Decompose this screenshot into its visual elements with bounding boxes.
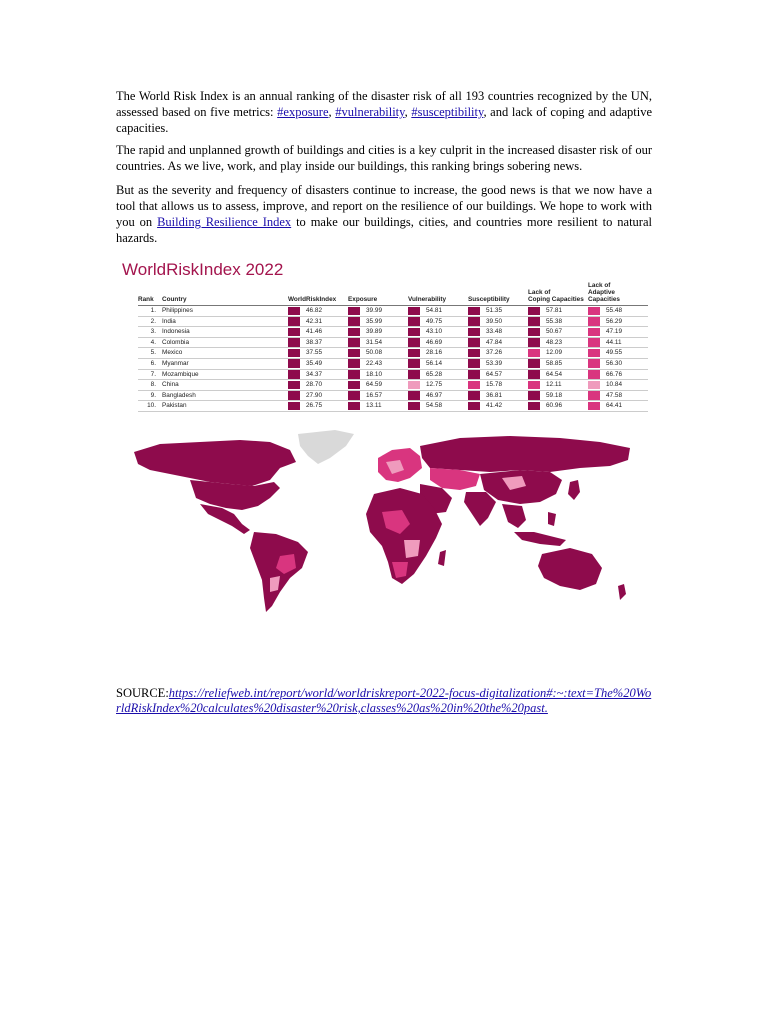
worldriskindex-cell [288,348,348,359]
world-risk-index-figure [116,258,652,412]
color-swatch [528,402,540,411]
color-swatch [288,402,300,411]
table-row [138,380,648,391]
color-swatch [528,391,540,400]
map-russia [420,436,630,472]
metric-value: 39.50 [486,317,502,325]
header-vulnerability: Vulnerability [408,282,468,306]
color-swatch [408,338,420,347]
metric-value: 31.54 [366,338,382,346]
intro-paragraph: The World Risk Index is an annual ranking of the disaster risk of all 193 countries recognized by the UN, assessed based on five metrics: #exposure, #vulnerability, #susceptibility, and lack of coping and adaptive capacities. [116,89,652,135]
color-swatch [408,328,420,337]
lack-of-coping-capacities-cell [528,390,588,401]
lack-of-adaptive-capacities-cell [588,348,648,359]
metric-value: 41.42 [486,402,502,410]
lack-of-adaptive-capacities-cell [588,358,648,369]
map-japan [568,480,580,500]
country-cell: Philippines [162,306,288,317]
susceptibility-cell [468,316,528,327]
color-swatch [348,317,360,326]
lack-of-coping-capacities-cell [528,316,588,327]
susceptibility-cell [468,358,528,369]
vulnerability-cell [408,358,468,369]
country-cell: Mozambique [162,369,288,380]
lack-of-coping-capacities-cell [528,401,588,412]
exposure-cell [348,358,408,369]
map-india [464,492,496,526]
table-row [138,316,648,327]
exposure-cell [348,316,408,327]
source-citation [116,686,656,716]
metric-value: 56.30 [606,359,622,367]
ranking-table [138,282,648,412]
intro-text: The World Risk Index is an annual ranking of the disaster risk of all 193 countries recognized by the UN, assessed based on five metrics: [116,89,652,119]
metric-value: 50.08 [366,349,382,357]
color-swatch [588,349,600,358]
color-swatch [468,349,480,358]
metric-value: 46.69 [426,338,442,346]
country-cell: Colombia [162,337,288,348]
color-swatch [588,370,600,379]
country-cell: Myanmar [162,358,288,369]
rank-cell: 2. [138,316,162,327]
metric-value: 36.81 [486,391,502,399]
color-swatch [588,317,600,326]
color-swatch [468,328,480,337]
metric-value: 28.16 [426,349,442,357]
lack-of-coping-capacities-cell [528,306,588,317]
color-swatch [288,349,300,358]
color-swatch [288,370,300,379]
metric-value: 44.11 [606,338,622,346]
metric-value: 58.85 [546,359,562,367]
worldriskindex-cell [288,380,348,391]
metric-value: 18.10 [366,370,382,378]
rank-cell: 8. [138,380,162,391]
lack-of-adaptive-capacities-cell [588,327,648,338]
source-url-link[interactable]: https://reliefweb.int/report/world/worldriskreport-2022-focus-digitalization#:~:text=The%20WorldRiskIndex%20calculates%20disaster%20risk,classes%20as%20in%20the%20past. [116,686,652,715]
metric-value: 22.43 [366,359,382,367]
color-swatch [348,391,360,400]
ranking-table-body [138,306,648,412]
vulnerability-cell [408,401,468,412]
color-swatch [288,317,300,326]
map-southeast-asia [502,504,526,528]
color-swatch [408,307,420,316]
metric-value: 56.29 [606,317,622,325]
header-rank: Rank [138,282,162,306]
color-swatch [348,328,360,337]
color-swatch [468,359,480,368]
worldriskindex-cell [288,316,348,327]
vulnerability-cell [408,306,468,317]
vulnerability-cell [408,337,468,348]
rank-cell: 7. [138,369,162,380]
table-row [138,337,648,348]
color-swatch [408,349,420,358]
exposure-cell [348,380,408,391]
color-swatch [588,402,600,411]
worldriskindex-cell [288,337,348,348]
color-swatch [288,381,300,390]
color-swatch [288,391,300,400]
worldriskindex-cell [288,306,348,317]
metric-value: 42.31 [306,317,322,325]
metric-value: 54.58 [426,402,442,410]
country-cell: Indonesia [162,327,288,338]
vulnerability-cell [408,390,468,401]
worldriskindex-cell [288,327,348,338]
color-swatch [468,338,480,347]
resilience-paragraph: But as the severity and frequency of disasters continue to increase, the good news is that we now have a tool that allows us to assess, improve, and report on the resilience of our buildings. We hope to work with you on Building Resilience Index to make our buildings, cities, and countries more resilient to natural hazards. [116,183,652,245]
metric-value: 43.10 [426,328,442,336]
map-australia [538,548,602,590]
rank-cell: 10. [138,401,162,412]
color-swatch [528,307,540,316]
exposure-cell [348,390,408,401]
metric-value: 50.67 [546,328,562,336]
table-row [138,348,648,359]
color-swatch [468,391,480,400]
color-swatch [288,307,300,316]
vulnerability-cell [408,327,468,338]
growth-paragraph: The rapid and unplanned growth of buildings and cities is a key culprit in the increased disaster risk of our countries. As we live, work, and play inside our buildings, this ranking brings sobering news. [116,143,652,173]
exposure-cell [348,348,408,359]
exposure-cell [348,369,408,380]
color-swatch [468,317,480,326]
metric-value: 37.26 [486,349,502,357]
table-row [138,306,648,317]
color-swatch [468,370,480,379]
exposure-cell [348,401,408,412]
header-susceptibility: Susceptibility [468,282,528,306]
color-swatch [348,307,360,316]
map-indonesia [514,532,566,546]
header-lack-of-adaptive-capacities: Lack of Adaptive Capacities [588,282,648,306]
lack-of-coping-capacities-cell [528,380,588,391]
metric-value: 39.89 [366,328,382,336]
susceptibility-cell [468,306,528,317]
color-swatch [288,328,300,337]
metric-value: 55.48 [606,307,622,314]
color-swatch [348,402,360,411]
metric-value: 55.38 [546,317,562,325]
map-central-asia [430,468,480,490]
header-country: Country [162,282,288,306]
susceptibility-cell [468,327,528,338]
lack-of-adaptive-capacities-cell [588,369,648,380]
color-swatch [408,359,420,368]
lack-of-adaptive-capacities-cell [588,337,648,348]
metric-value: 53.39 [486,359,502,367]
color-swatch [468,307,480,316]
metric-value: 64.59 [366,381,382,389]
metric-value: 66.76 [606,370,622,378]
table-row [138,369,648,380]
metric-value: 15.78 [486,381,502,389]
metric-value: 65.28 [426,370,442,378]
metric-value: 64.41 [606,402,622,410]
metric-value: 51.35 [486,307,502,314]
metric-value: 10.84 [606,381,622,389]
map-africa-light [404,540,420,558]
header-exposure: Exposure [348,282,408,306]
metric-value: 49.55 [606,349,622,357]
rank-cell: 1. [138,306,162,317]
table-row [138,327,648,338]
color-swatch [408,370,420,379]
map-new-zealand [618,584,626,600]
metric-value: 46.82 [306,307,322,314]
color-swatch [588,381,600,390]
country-cell: Pakistan [162,401,288,412]
metric-value: 16.57 [366,391,382,399]
metric-value: 33.48 [486,328,502,336]
lack-of-coping-capacities-cell [528,337,588,348]
susceptibility-cell [468,337,528,348]
rank-cell: 4. [138,337,162,348]
color-swatch [528,349,540,358]
metric-value: 46.97 [426,391,442,399]
metric-value: 57.81 [546,307,562,314]
color-swatch [348,370,360,379]
map-greenland [298,430,354,464]
worldriskindex-cell [288,390,348,401]
metric-value: 41.46 [306,328,322,336]
color-swatch [408,381,420,390]
metric-value: 64.57 [486,370,502,378]
metric-value: 60.96 [546,402,562,410]
lack-of-adaptive-capacities-cell [588,380,648,391]
worldriskindex-cell [288,401,348,412]
source-label: SOURCE: [116,686,169,700]
susceptibility-cell [468,390,528,401]
metric-value: 12.09 [546,349,562,357]
metric-value: 37.55 [306,349,322,357]
susceptibility-cell [468,369,528,380]
lack-of-adaptive-capacities-cell [588,390,648,401]
susceptibility-cell [468,380,528,391]
metric-value: 47.58 [606,391,622,399]
vulnerability-cell [408,369,468,380]
color-swatch [528,370,540,379]
color-swatch [588,307,600,316]
metric-value: 34.37 [306,370,322,378]
exposure-cell [348,337,408,348]
country-cell: India [162,316,288,327]
metric-value: 54.81 [426,307,442,314]
metric-value: 38.37 [306,338,322,346]
lack-of-coping-capacities-cell [528,369,588,380]
metric-value: 47.19 [606,328,622,336]
lack-of-adaptive-capacities-cell [588,306,648,317]
metric-value: 13.11 [366,402,382,410]
world-risk-map [130,428,638,614]
map-north-america-north [134,440,296,486]
vulnerability-hashtag-link[interactable]: #vulnerability [335,105,405,119]
table-row [138,390,648,401]
figure-title: WorldRiskIndex 2022 [122,260,284,279]
table-row [138,358,648,369]
color-swatch [528,338,540,347]
metric-value: 64.54 [546,370,562,378]
map-madagascar [438,550,446,566]
color-swatch [348,349,360,358]
lack-of-adaptive-capacities-cell [588,401,648,412]
lack-of-coping-capacities-cell [528,358,588,369]
vulnerability-cell [408,316,468,327]
color-swatch [588,391,600,400]
susceptibility-cell [468,401,528,412]
header-lack-of-coping-capacities: Lack of Coping Capacities [528,282,588,306]
metric-value: 35.49 [306,359,322,367]
metric-value: 49.75 [426,317,442,325]
country-cell: China [162,380,288,391]
color-swatch [468,402,480,411]
metric-value: 26.75 [306,402,322,410]
color-swatch [408,391,420,400]
lack-of-adaptive-capacities-cell [588,316,648,327]
color-swatch [588,359,600,368]
metric-value: 12.75 [426,381,442,389]
susceptibility-cell [468,348,528,359]
metric-value: 39.99 [366,307,382,314]
header-worldriskindex: WorldRiskIndex [288,282,348,306]
metric-value: 35.99 [366,317,382,325]
vulnerability-cell [408,348,468,359]
color-swatch [408,402,420,411]
metric-value: 56.14 [426,359,442,367]
color-swatch [288,338,300,347]
metric-value: 12.11 [546,381,562,389]
susceptibility-hashtag-link[interactable]: #susceptibility [411,105,484,119]
exposure-cell [348,306,408,317]
color-swatch [528,328,540,337]
color-swatch [528,317,540,326]
color-swatch [288,359,300,368]
rank-cell: 9. [138,390,162,401]
table-header-row [138,282,648,306]
metric-value: 48.23 [546,338,562,346]
map-south-america [250,532,308,612]
color-swatch [468,381,480,390]
color-swatch [348,381,360,390]
rank-cell: 5. [138,348,162,359]
country-cell: Bangladesh [162,390,288,401]
metric-value: 27.90 [306,391,322,399]
color-swatch [528,381,540,390]
rank-cell: 3. [138,327,162,338]
metric-value: 47.84 [486,338,502,346]
vulnerability-cell [408,380,468,391]
worldriskindex-cell [288,358,348,369]
color-swatch [588,328,600,337]
metric-value: 59.18 [546,391,562,399]
building-resilience-index-link[interactable]: Building Resilience Index [157,215,292,229]
map-philippines [548,512,556,526]
color-swatch [408,317,420,326]
exposure-hashtag-link[interactable]: #exposure [277,105,329,119]
worldriskindex-cell [288,369,348,380]
rank-cell: 6. [138,358,162,369]
exposure-cell [348,327,408,338]
color-swatch [528,359,540,368]
lack-of-coping-capacities-cell [528,348,588,359]
lack-of-coping-capacities-cell [528,327,588,338]
color-swatch [348,359,360,368]
color-swatch [348,338,360,347]
table-row [138,401,648,412]
country-cell: Mexico [162,348,288,359]
metric-value: 28.70 [306,381,322,389]
color-swatch [588,338,600,347]
